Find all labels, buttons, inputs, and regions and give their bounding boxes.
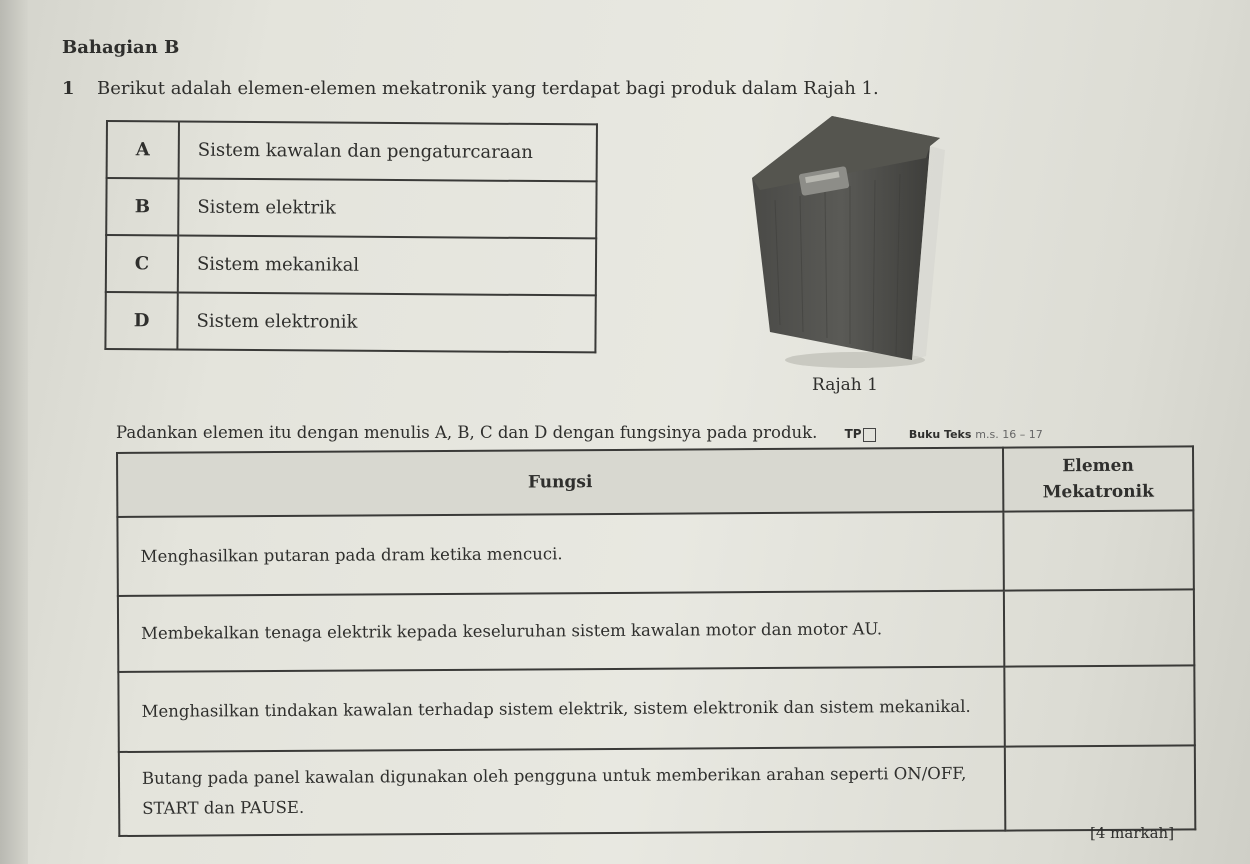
answer-cell[interactable] — [1004, 589, 1194, 666]
answer-table-header — [117, 446, 1193, 517]
textbook-reference — [909, 428, 1043, 441]
table-row — [119, 745, 1195, 836]
instruction — [116, 423, 1043, 442]
ref-label: Buku Teks — [908, 428, 972, 441]
ref-pages: m.s. 16 – 17 — [975, 428, 1043, 441]
fungsi-cell: Menghasilkan putaran pada dram ketika mencuci. — [117, 512, 1003, 596]
header-fungsi: Fungsi — [117, 448, 1003, 517]
answer-cell[interactable] — [1005, 745, 1196, 830]
header-elemen — [1003, 446, 1193, 511]
question-stem — [62, 78, 879, 99]
element-name: Sistem elektronik — [177, 293, 595, 353]
element-row — [105, 292, 595, 352]
table-row — [118, 665, 1194, 752]
element-row — [107, 121, 597, 181]
tp-badge — [845, 427, 876, 441]
instruction-text: Padankan elemen itu dengan menulis A, B, C dan D dengan fungsinya pada produk. — [116, 423, 818, 442]
answer-table — [116, 445, 1196, 837]
element-name: Sistem mekanikal — [178, 236, 596, 296]
tp-box — [863, 428, 876, 442]
header-elemen-line1: Elemen — [1062, 455, 1134, 477]
tp-label: TP — [844, 427, 862, 441]
fungsi-cell: Membekalkan tenaga elektrik kepada keseluruhan sistem kawalan motor dan motor AU. — [118, 591, 1004, 672]
question-number: 1 — [62, 78, 75, 99]
marks-label: [4 markah] — [1090, 824, 1175, 842]
element-name: Sistem kawalan dan pengaturcaraan — [179, 122, 597, 182]
element-letter: A — [107, 121, 179, 179]
element-letter: C — [106, 235, 178, 293]
element-row — [106, 178, 596, 238]
question-text: Berikut adalah elemen-elemen mekatronik yang terdapat bagi produk dalam Rajah 1. — [97, 78, 879, 99]
element-letter: B — [106, 178, 178, 236]
fungsi-cell: Butang pada panel kawalan digunakan oleh pengguna untuk memberikan arahan seperti ON/OFF, START dan PAUSE. — [119, 747, 1005, 836]
page-edge-shadow — [0, 0, 28, 864]
elements-table — [104, 120, 598, 353]
table-row — [118, 589, 1194, 672]
section-title: Bahagian B — [62, 37, 180, 58]
table-row — [117, 510, 1193, 596]
washing-machine-icon — [740, 110, 950, 370]
answer-cell[interactable] — [1004, 665, 1194, 746]
element-name: Sistem elektrik — [178, 179, 596, 239]
figure-caption: Rajah 1 — [812, 375, 878, 395]
fungsi-cell: Menghasilkan tindakan kawalan terhadap sistem elektrik, sistem elektronik dan sistem mekanikal. — [118, 667, 1004, 752]
answer-cell[interactable] — [1003, 510, 1193, 590]
element-letter: D — [105, 292, 177, 350]
header-elemen-line2: Mekatronik — [1042, 481, 1154, 503]
element-row — [106, 235, 596, 295]
